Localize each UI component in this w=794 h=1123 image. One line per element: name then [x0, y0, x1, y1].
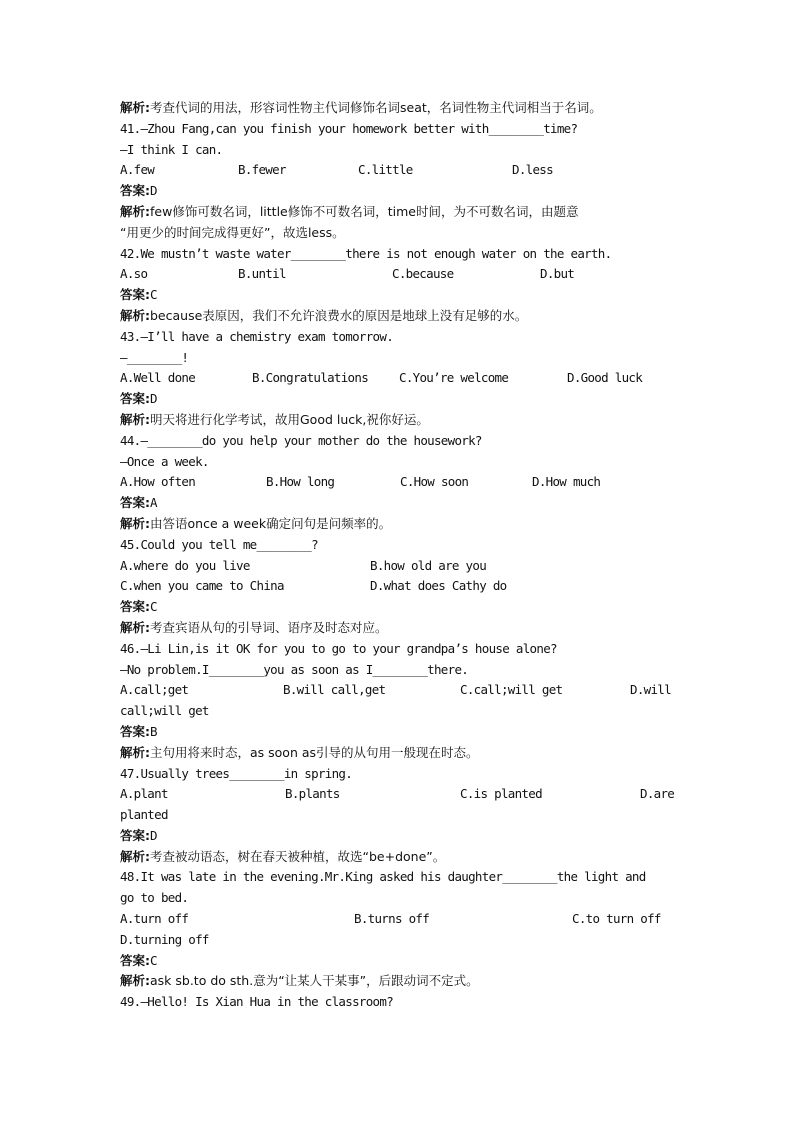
question-line: planted: [120, 807, 168, 823]
analysis-label: 解析:: [120, 744, 150, 760]
option: C.call;will get: [460, 682, 563, 698]
option: C.is planted: [460, 786, 542, 802]
analysis-text: few修饰可数名词，little修饰不可数名词，time时间，为不可数名词，由题意: [150, 203, 579, 219]
analysis-label: 解析:: [120, 848, 150, 864]
question-line: 47.Usually trees________in spring.: [120, 765, 353, 781]
answer-label: 答案:: [120, 952, 150, 968]
analysis-text: because表原因，我们不允许浪费水的原因是地球上没有足够的水。: [150, 307, 528, 323]
option: A.plant: [120, 786, 168, 802]
analysis-label: 解析:: [120, 973, 150, 989]
answer-text: A: [150, 495, 157, 511]
answer-line: [120, 951, 676, 972]
question-line: 46.—Li Lin,is it OK for you to go to your grandpa’s house alone?: [120, 640, 557, 656]
option: D.will: [630, 682, 671, 698]
option: B.Congratulations: [252, 370, 369, 386]
question-line: 41.—Zhou Fang,can you finish your homework better with________time?: [120, 120, 578, 136]
analysis-line: [120, 847, 676, 868]
analysis-line: [120, 410, 676, 431]
options-line: [120, 264, 676, 285]
option: B.until: [238, 266, 286, 282]
question-line: call;will get: [120, 703, 209, 719]
analysis-line: [120, 202, 676, 223]
option: B.plants: [285, 786, 340, 802]
question-line: 49.—Hello! Is Xian Hua in the classroom?: [120, 994, 394, 1010]
question-line: —No problem.I________you as soon as I________there.: [120, 661, 469, 677]
question-line: 42.We mustn’t waste water________there is not enough water on the earth.: [120, 245, 612, 261]
answer-text: B: [150, 723, 157, 739]
answer-line: [120, 493, 676, 514]
answer-text: D: [150, 391, 157, 407]
question-line: 43.—I’ll have a chemistry exam tomorrow.: [120, 328, 394, 344]
analysis-line: [120, 971, 676, 992]
analysis-text: ask sb.to do sth.意为“让某人干某事”，后跟动词不定式。: [150, 973, 479, 989]
option: D.How much: [532, 474, 601, 490]
option: C.little: [358, 162, 413, 178]
analysis-label: 解析:: [120, 411, 150, 427]
answer-line: [120, 826, 676, 847]
analysis-continuation: “用更少的时间完成得更好”，故选less。: [120, 224, 345, 240]
analysis-label: 解析:: [120, 100, 150, 115]
answer-label: 答案:: [120, 183, 150, 199]
answer-line: [120, 389, 676, 410]
analysis-text: 考查宾语从句的引导词、语序及时态对应。: [150, 619, 388, 635]
option: B.will call,get: [283, 682, 386, 698]
document-page: [120, 98, 676, 1013]
analysis-line: [120, 98, 676, 119]
answer-label: 答案:: [120, 827, 150, 843]
option: A.few: [120, 162, 155, 178]
option: A.turn off: [120, 911, 189, 927]
answer-line: [120, 285, 676, 306]
question-line: 48.It was late in the evening.Mr.King asked his daughter________the light and: [120, 869, 646, 885]
option: C.because: [392, 266, 454, 282]
option: A.Well done: [120, 370, 196, 386]
answer-label: 答案:: [120, 495, 150, 511]
options-line: [120, 909, 676, 930]
question-line: —Once a week.: [120, 453, 209, 469]
option: D.what does Cathy do: [370, 578, 507, 594]
analysis-label: 解析:: [120, 515, 150, 531]
question-line: —I think I can.: [120, 141, 223, 157]
answer-label: 答案:: [120, 599, 150, 615]
answer-text: D: [150, 183, 157, 199]
analysis-text: 主句用将来时态，as soon as引导的从句用一般现在时态。: [150, 744, 479, 760]
answer-label: 答案:: [120, 287, 150, 303]
option: A.call;get: [120, 682, 189, 698]
question-line: —________!: [120, 349, 189, 365]
option: D.Good luck: [567, 370, 643, 386]
options-line: [120, 160, 676, 181]
analysis-label: 解析:: [120, 619, 150, 635]
option: D.less: [512, 162, 553, 178]
option: A.where do you live: [120, 557, 250, 573]
option: C.when you came to China: [120, 578, 284, 594]
analysis-line: [120, 618, 676, 639]
options-line: [120, 784, 676, 805]
analysis-line: [120, 743, 676, 764]
question-line: go to bed.: [120, 890, 189, 906]
option: A.so: [120, 266, 148, 282]
options-line: [120, 680, 676, 701]
answer-text: D: [150, 827, 157, 843]
analysis-label: 解析:: [120, 203, 150, 219]
analysis-label: 解析:: [120, 307, 150, 323]
question-line: D.turning off: [120, 931, 209, 947]
options-line: [120, 368, 676, 389]
answer-line: [120, 181, 676, 202]
option: B.turns off: [354, 911, 430, 927]
option: C.You’re welcome: [399, 370, 509, 386]
option: B.fewer: [238, 162, 286, 178]
answer-text: C: [150, 287, 157, 303]
analysis-line: [120, 514, 676, 535]
analysis-text: 明天将进行化学考试，故用Good luck,祝你好运。: [150, 411, 429, 427]
options-line: [120, 576, 676, 597]
answer-text: C: [150, 952, 157, 968]
analysis-text: 考查代词的用法，形容词性物主代词修饰名词seat，名词性物主代词相当于名词。: [150, 100, 602, 115]
option: A.How often: [120, 474, 196, 490]
analysis-text: 由答语once a week确定问句是问频率的。: [150, 515, 392, 531]
option: B.how old are you: [370, 557, 487, 573]
options-line: [120, 556, 676, 577]
option: B.How long: [266, 474, 335, 490]
answer-label: 答案:: [120, 391, 150, 407]
option: D.are: [640, 786, 675, 802]
answer-line: [120, 597, 676, 618]
option: C.How soon: [400, 474, 469, 490]
question-line: 45.Could you tell me________?: [120, 536, 318, 552]
answer-line: [120, 722, 676, 743]
answer-text: C: [150, 599, 157, 615]
analysis-text: 考查被动语态，树在春天被种植，故选“be+done”。: [150, 848, 446, 864]
option: D.but: [540, 266, 575, 282]
analysis-line: [120, 306, 676, 327]
answer-label: 答案:: [120, 723, 150, 739]
options-line: [120, 472, 676, 493]
option: C.to turn off: [572, 911, 661, 927]
question-line: 44.—________do you help your mother do the housework?: [120, 432, 482, 448]
